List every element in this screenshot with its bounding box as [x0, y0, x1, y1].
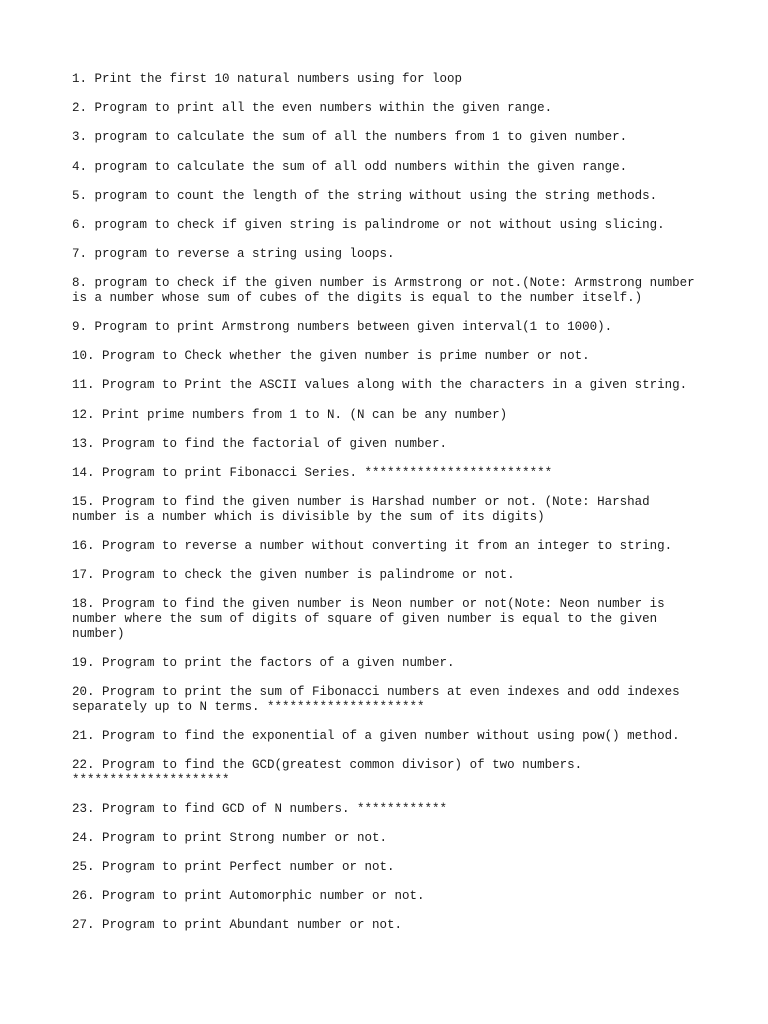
list-item: 25. Program to print Perfect number or not. [72, 860, 395, 875]
list-item: 3. program to calculate the sum of all the numbers from 1 to given number. [72, 130, 628, 145]
list-item: 21. Program to find the exponential of a given number without using pow() method. [72, 728, 680, 743]
list-item: 17. Program to check the given number is palindrome or not. [72, 568, 515, 583]
list-item: 15. Program to find the given number is Harshad number or not. (Note: Harshad number is a number which is divisible by the sum of its digits) [72, 495, 650, 524]
list-item: 20. Program to print the sum of Fibonacci numbers at even indexes and odd indexes separately up to N terms. ********************* [72, 684, 680, 714]
list-item: 18. Program to find the given number is Neon number or not(Note: Neon number is number where the sum of digits of square of given number is equal to the given number) [72, 597, 665, 641]
list-item: 8. program to check if the given number is Armstrong or not.(Note: Armstrong number is a number whose sum of cubes of the digits is equal to the number itself.) [72, 276, 695, 305]
list-item: 19. Program to print the factors of a given number. [72, 655, 455, 670]
list-item: 12. Print prime numbers from 1 to N. (N can be any number) [72, 407, 508, 422]
list-item: 9. Program to print Armstrong numbers between given interval(1 to 1000). [72, 320, 613, 335]
list-item: 27. Program to print Abundant number or not. [72, 918, 403, 933]
list-item: 13. Program to find the factorial of given number. [72, 436, 448, 451]
list-item: 10. Program to Check whether the given number is prime number or not. [72, 349, 590, 364]
list-item: 26. Program to print Automorphic number or not. [72, 889, 425, 904]
list-item: 14. Program to print Fibonacci Series. ************************* [72, 466, 553, 481]
list-item: 7. program to reverse a string using loops. [72, 247, 395, 262]
list-item: 24. Program to print Strong number or not. [72, 830, 388, 845]
list-item: 16. Program to reverse a number without converting it from an integer to string. [72, 539, 673, 553]
list-item: 23. Program to find GCD of N numbers. ************ [72, 801, 448, 816]
list-item: 2. Program to print all the even numbers within the given range. [72, 101, 553, 116]
list-item: 4. program to calculate the sum of all odd numbers within the given range. [72, 159, 628, 174]
list-item: 22. Program to find the GCD(greatest common divisor) of two numbers. ********************* [72, 757, 583, 787]
list-item: 5. program to count the length of the string without using the string methods. [72, 188, 658, 203]
list-item: 1. Print the first 10 natural numbers using for loop [72, 72, 463, 86]
list-item: 11. Program to Print the ASCII values along with the characters in a given string. [72, 378, 688, 393]
document-page [72, 72, 712, 948]
list-item: 6. program to check if given string is palindrome or not without using slicing. [72, 217, 665, 232]
